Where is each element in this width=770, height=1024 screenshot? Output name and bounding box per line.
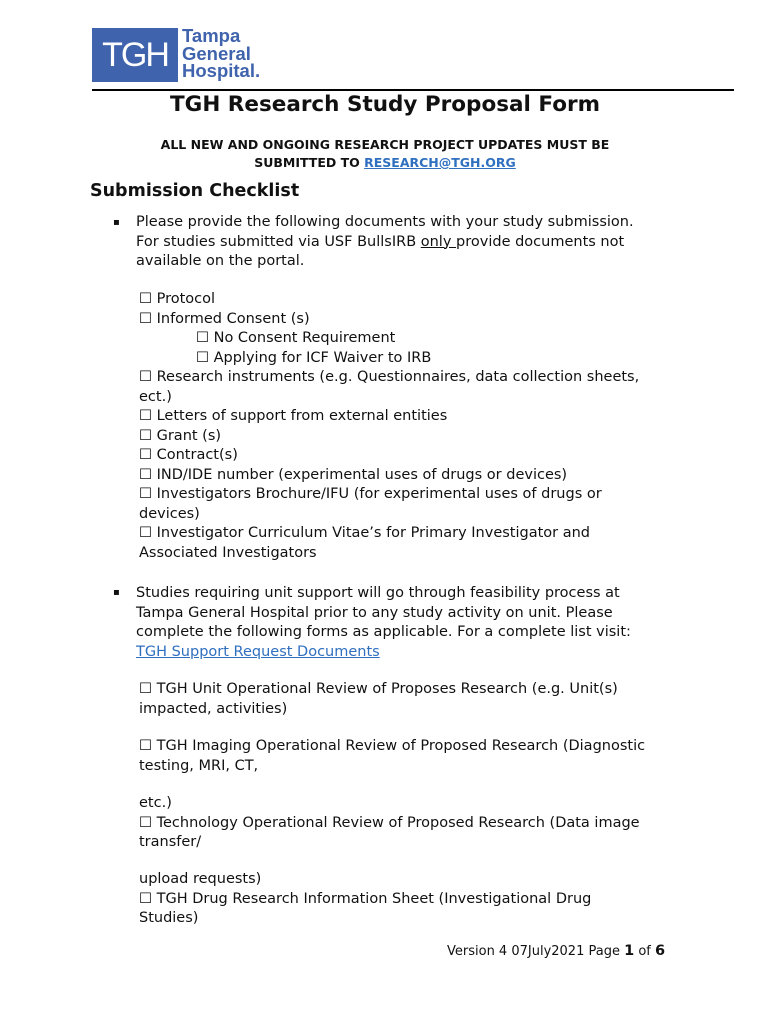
checklist-text-continuation: Associated Investigators	[139, 545, 317, 561]
logo-line-3: Hospital.	[182, 60, 261, 81]
bullet-1-emphasis: only	[420, 233, 457, 250]
checklist-text-continuation: ect.)	[139, 389, 172, 405]
checklist-text-continuation: impacted, activities)	[139, 701, 288, 717]
bullet-2-line-4	[136, 643, 696, 663]
bullet-marker-1: ▪	[113, 217, 120, 228]
checkbox-protocol[interactable]: ☐ Protocol	[139, 291, 216, 307]
checkbox-contracts[interactable]: ☐ Contract(s)	[139, 447, 238, 463]
tgh-logo	[92, 25, 272, 82]
checklist-text-continuation: testing, MRI, CT,	[139, 758, 259, 774]
checkbox-icf-waiver[interactable]: ☐ Applying for ICF Waiver to IRB	[196, 350, 432, 366]
checklist-text-continuation: Studies)	[139, 910, 199, 926]
submission-notice	[0, 136, 770, 172]
checkbox-ind-ide[interactable]: ☐ IND/IDE number (experimental uses of drugs or devices)	[139, 467, 568, 483]
checkbox-technology-operational-review[interactable]: ☐ Technology Operational Review of Proposed Research (Data image	[139, 815, 640, 831]
bullet-1-line-1: Please provide the following documents with your study submission.	[136, 214, 634, 230]
bullet-2-line-2: Tampa General Hospital prior to any study activity on unit. Please	[136, 604, 613, 621]
checkbox-research-instruments[interactable]: ☐ Research instruments (e.g. Questionnaires, data collection sheets,	[139, 369, 640, 385]
section-heading: Submission Checklist	[90, 181, 300, 201]
bullet-1-line-2a: For studies submitted via USF BullsIRB	[136, 233, 421, 250]
notice-prefix: SUBMITTED TO	[254, 155, 365, 170]
checkbox-drug-research-sheet[interactable]: ☐ TGH Drug Research Information Sheet (Investigational Drug	[139, 891, 592, 907]
logo-line-1: Tampa	[182, 25, 241, 46]
checkbox-investigators-brochure[interactable]: ☐ Investigators Brochure/IFU (for experimental uses of drugs or	[139, 486, 602, 502]
footer-page-total: 6	[654, 943, 666, 959]
logo-line-2: General	[182, 42, 251, 64]
bullet-1-text	[136, 213, 696, 272]
bullet-2-line-1: Studies requiring unit support will go through feasibility process at	[136, 585, 620, 601]
bullet-1-line-2	[136, 233, 696, 253]
page-title: TGH Research Study Proposal Form	[170, 92, 600, 117]
logo-wordmark	[182, 27, 260, 80]
footer-version: Version 4 07July2021 Page	[447, 944, 625, 959]
checklist-text-continuation: transfer/	[139, 834, 202, 850]
bullet-1-line-3: available on the portal.	[136, 253, 305, 270]
checkbox-unit-operational-review[interactable]: ☐ TGH Unit Operational Review of Proposes Research (e.g. Unit(s)	[139, 681, 618, 697]
footer-of: of	[634, 944, 655, 959]
checkbox-grant[interactable]: ☐ Grant (s)	[139, 428, 222, 444]
checklist-text-continuation: etc.)	[139, 795, 172, 811]
bullet-2-line-3: complete the following forms as applicable. For a complete list visit:	[136, 624, 631, 641]
checkbox-letters-of-support[interactable]: ☐ Letters of support from external entities	[139, 408, 448, 424]
bullet-marker-2: ▪	[113, 587, 120, 598]
notice-line-2	[0, 154, 770, 172]
checkbox-no-consent[interactable]: ☐ No Consent Requirement	[196, 330, 396, 346]
bullet-1-line-2b: provide documents not	[456, 233, 625, 250]
footer-page-number: 1	[624, 943, 635, 959]
checklist-text-continuation: upload requests)	[139, 871, 262, 887]
bullet-2-text	[136, 584, 696, 662]
checkbox-imaging-operational-review[interactable]: ☐ TGH Imaging Operational Review of Proposed Research (Diagnostic	[139, 738, 646, 754]
support-documents-link[interactable]: TGH Support Request Documents	[136, 643, 380, 660]
notice-line-1: ALL NEW AND ONGOING RESEARCH PROJECT UPDATES MUST BE	[160, 137, 610, 152]
page-footer	[447, 943, 665, 959]
logo-abbr: TGH	[92, 28, 178, 82]
checkbox-informed-consent[interactable]: ☐ Informed Consent (s)	[139, 311, 310, 327]
checkbox-curriculum-vitae[interactable]: ☐ Investigator Curriculum Vitae’s for Primary Investigator and	[139, 525, 591, 541]
checklist-text-continuation: devices)	[139, 506, 200, 522]
header-rule	[92, 89, 734, 91]
email-link[interactable]: RESEARCH@TGH.ORG	[364, 155, 516, 170]
